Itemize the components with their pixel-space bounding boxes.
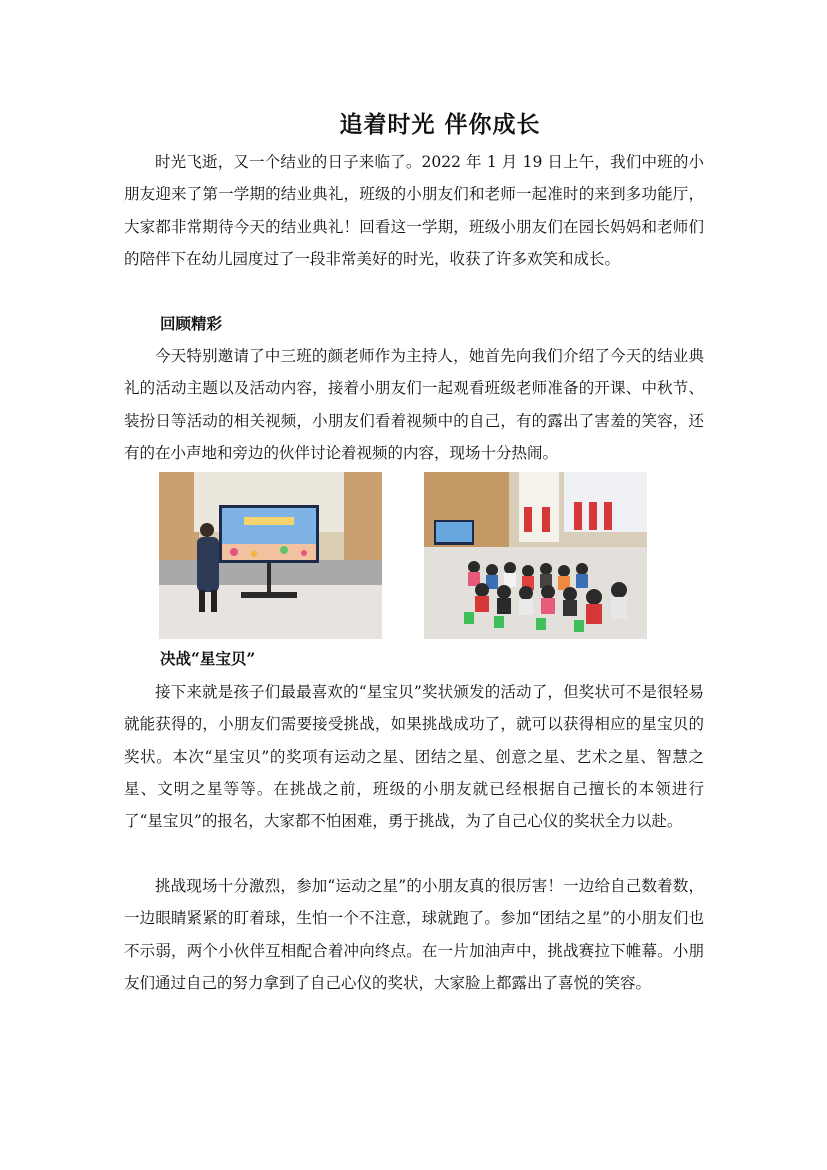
section-heading-star-baby: 决战“星宝贝” [160,649,256,668]
photo-children-watching [424,472,647,639]
section-heading-review: 回顾精彩 [160,314,223,333]
intro-paragraph: 时光飞逝，又一个结业的日子来临了。2022 年 1 月 19 日上午，我们中班的小朋友迎来了第一学期的结业典礼，班级的小朋友们和老师一起准时的来到多功能厅，大家都非常期待今天的结业典礼！回看这一学期，班级小朋友们在园长妈妈和老师们的陪伴下在幼儿园度过了一段非常美好的时光，收获了许多欢笑和成长。 [124,153,704,268]
photo-host-presenting-image [159,472,382,639]
review-paragraph: 今天特别邀请了中三班的颜老师作为主持人，她首先向我们介绍了今天的结业典礼的活动主题以及活动内容，接着小朋友们一起观看班级老师准备的开课、中秋节、装扮日等活动的相关视频，小朋友们看着视频中的自己，有的露出了害羞的笑容，还有的在小声地和旁边的伙伴讨论着视频的内容，现场十分热闹。 [124,347,704,462]
star-baby-paragraph-1: 接下来就是孩子们最最喜欢的“星宝贝”奖状颁发的活动了，但奖状可不是很轻易就能获得的，小朋友们需要接受挑战，如果挑战成功了，就可以获得相应的星宝贝的奖状。本次“星宝贝”的奖项有运动之星、团结之星、创意之星、艺术之星、智慧之星、文明之星等等。在挑战之前，班级的小朋友就已经根据自己擅长的本领进行了“星宝贝”的报名，大家都不怕困难，勇于挑战，为了自己心仪的奖状全力以赴。 [124,683,704,831]
star-baby-paragraph-2: 挑战现场十分激烈，参加“运动之星”的小朋友真的很厉害！一边给自己数着数，一边眼睛紧紧的盯着球，生怕一个不注意，球就跑了。参加“团结之星”的小朋友们也不示弱，两个小伙伴互相配合着冲向终点。在一片加油声中，挑战赛拉下帷幕。小朋友们通过自己的努力拿到了自己心仪的奖状，大家脸上都露出了喜悦的笑容。 [124,877,704,992]
article-title: 追着时光 伴你成长 [339,111,541,138]
photo-host-presenting [159,472,382,639]
photo-children-watching-image [424,472,647,639]
